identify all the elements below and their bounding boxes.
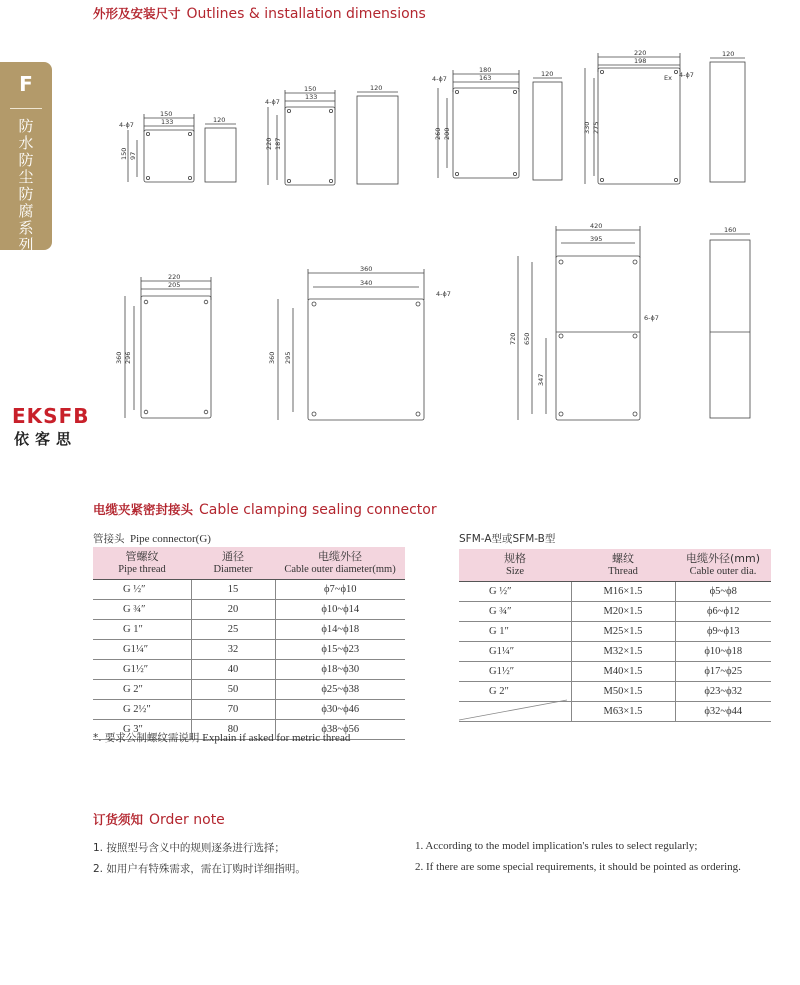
section-title-en: Cable clamping sealing connector [199,502,437,518]
section-title-en: Order note [149,812,225,828]
col-header: 螺纹 Thread [571,549,675,582]
svg-text:133: 133 [161,118,174,126]
order-note-en-1: 1. According to the model implication's rules to select regularly; [415,840,698,852]
svg-text:6-ϕ7: 6-ϕ7 [644,314,659,322]
table-row: G 1″ 25 ϕ14~ϕ18 [93,620,405,640]
svg-text:4-ϕ7: 4-ϕ7 [432,75,447,83]
brand-logo-cn: 依客思 [14,430,78,448]
svg-text:133: 133 [305,93,318,101]
svg-text:Ex: Ex [664,74,672,82]
svg-text:4-ϕ7: 4-ϕ7 [436,290,451,298]
svg-text:120: 120 [541,70,554,78]
svg-text:4-ϕ7: 4-ϕ7 [679,71,694,79]
side-tab-text: 防水防尘防腐系列 [18,117,34,254]
svg-text:220: 220 [265,137,273,150]
order-note-cn-2: 2. 如用户有特殊需求，需在订购时详细指明。 [93,863,306,875]
drawing-enclosure-150x150 [119,110,236,182]
svg-text:4-ϕ7: 4-ϕ7 [265,98,280,106]
svg-text:150: 150 [304,85,317,93]
col-header: 通径 Diameter [191,547,275,580]
pipe-table-footnote: *. 要求公制螺纹需说明 Explain if asked for metric thread [93,732,351,744]
section-title-en: Outlines & installation dimensions [186,6,426,22]
pipe-table-caption: 管接头 Pipe connector(G) [93,533,211,545]
svg-text:97: 97 [129,151,137,160]
section-title-cable [93,500,437,518]
section-title-cn: 订货须知 [93,812,144,827]
svg-text:275: 275 [592,121,600,134]
svg-text:260: 260 [434,127,442,140]
svg-text:163: 163 [479,74,492,82]
svg-text:220: 220 [634,49,647,57]
svg-text:180: 180 [479,66,492,74]
drawing-enclosure-220x330 [583,49,745,184]
svg-text:160: 160 [724,226,737,234]
svg-text:4-ϕ7: 4-ϕ7 [119,121,134,129]
svg-text:650: 650 [523,332,531,345]
table-row: G1½″ M40×1.5 ϕ17~ϕ25 [459,662,771,682]
table-row: G1½″ 40 ϕ18~ϕ30 [93,660,405,680]
svg-text:150: 150 [120,147,128,160]
sfm-table [459,549,771,722]
outline-drawings [0,0,800,470]
pipe-connector-table [93,547,405,740]
svg-text:120: 120 [722,50,735,58]
order-note-en-2: 2. If there are some special requirements, it should be pointed as ordering. [415,861,741,873]
table-row: G 1″ M25×1.5 ϕ9~ϕ13 [459,622,771,642]
svg-text:360: 360 [115,351,123,364]
svg-text:395: 395 [590,235,603,243]
drawing-enclosure-150x220 [265,84,398,185]
col-header: 管螺纹 Pipe thread [93,547,191,580]
table-row: G ¾″ 20 ϕ10~ϕ14 [93,600,405,620]
section-title-cn: 电缆夹紧密封接头 [93,502,194,517]
svg-text:295: 295 [284,351,292,364]
table-row: G 3″ 80 ϕ38~ϕ56 [93,720,405,740]
svg-text:198: 198 [634,57,647,65]
order-note-cn-1: 1. 按照型号含义中的规则逐条进行选择； [93,842,285,854]
svg-text:205: 205 [168,281,181,289]
svg-text:720: 720 [509,332,517,345]
section-title-order [93,810,225,828]
svg-text:200: 200 [443,127,451,140]
drawing-enclosure-220x360 [115,273,211,418]
diagonal-line [459,699,569,721]
sfm-table-caption: SFM-A型或SFM-B型 [459,533,556,545]
svg-text:120: 120 [213,116,226,124]
table-row: G ¾″ M20×1.5 ϕ6~ϕ12 [459,602,771,622]
svg-text:220: 220 [168,273,181,281]
svg-text:360: 360 [360,265,373,273]
drawing-enclosure-420x720 [509,222,750,420]
drawing-enclosure-180x260 [432,66,562,180]
svg-text:347: 347 [537,373,545,386]
svg-text:420: 420 [590,222,603,230]
section-title-cn: 外形及安装尺寸 [93,6,181,21]
svg-text:340: 340 [360,279,373,287]
brand-logo-latin: EKSFB [12,404,90,428]
table-row: G1¼″ 32 ϕ15~ϕ23 [93,640,405,660]
svg-text:187: 187 [274,137,282,150]
table-row: G1¼″ M32×1.5 ϕ10~ϕ18 [459,642,771,662]
col-header: 规格 Size [459,549,571,582]
table-row: G ½″ 15 ϕ7~ϕ10 [93,580,405,600]
side-tab-letter: F [19,72,33,96]
svg-text:120: 120 [370,84,383,92]
svg-text:330: 330 [583,121,591,134]
drawing-enclosure-360x360 [268,265,451,420]
table-row: G ½″ M16×1.5 ϕ5~ϕ8 [459,582,771,602]
svg-text:360: 360 [268,351,276,364]
table-row: G 2″ M50×1.5 ϕ23~ϕ32 [459,682,771,702]
col-header: 电缆外径(mm) Cable outer dia. [675,549,771,582]
table-row: G 2½″ 70 ϕ30~ϕ46 [93,700,405,720]
table-row: M63×1.5 ϕ32~ϕ44 [459,702,771,722]
table-row: G 2″ 50 ϕ25~ϕ38 [93,680,405,700]
svg-text:150: 150 [160,110,173,118]
svg-text:296: 296 [124,351,132,364]
col-header: 电缆外径 Cable outer diameter(mm) [275,547,405,580]
